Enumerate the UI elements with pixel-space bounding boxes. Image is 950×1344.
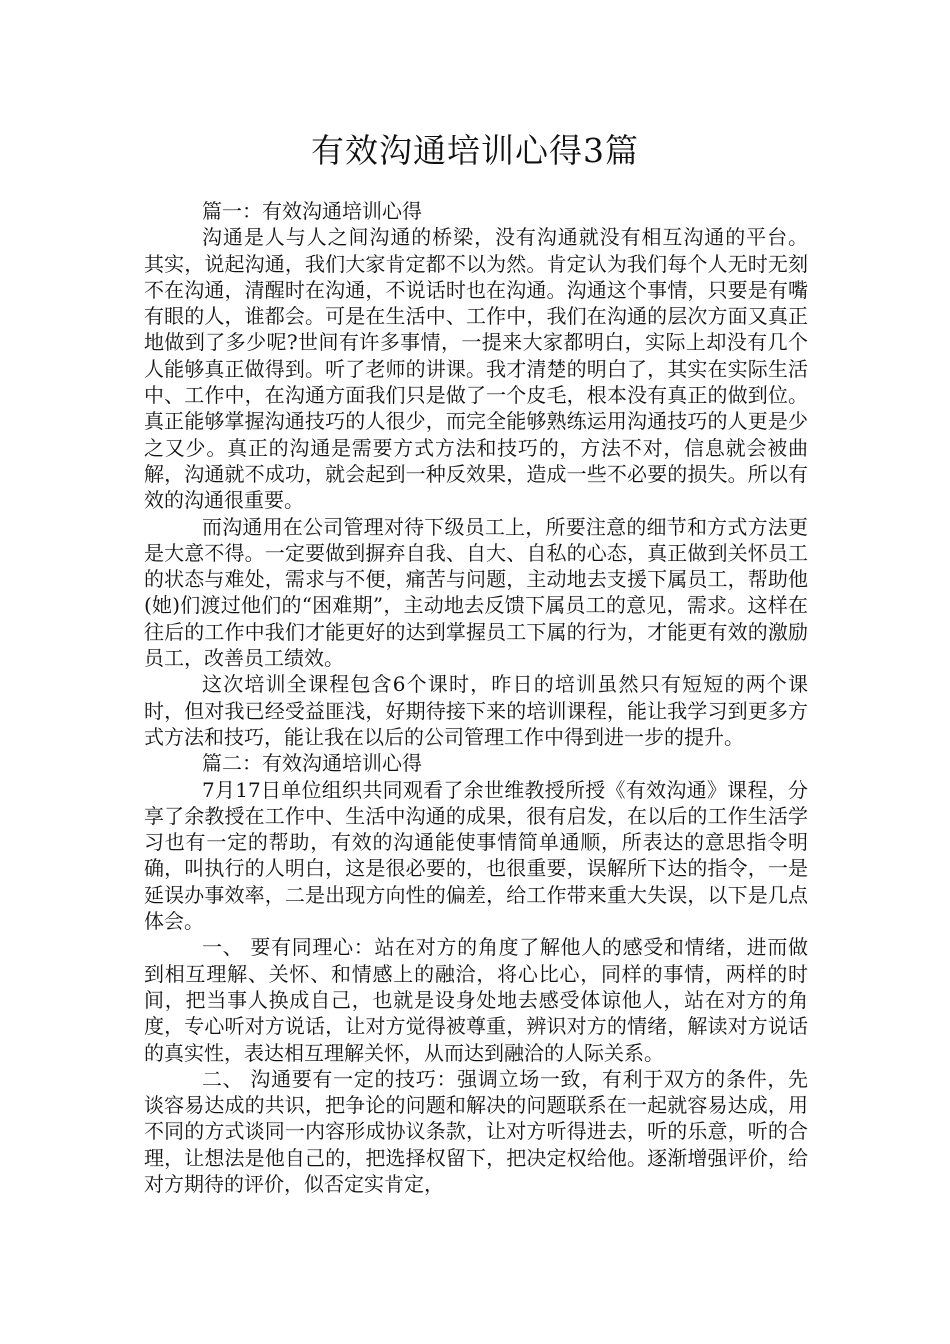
document-body <box>144 198 808 1197</box>
section-heading-1: 篇一：有效沟通培训心得 <box>202 199 422 223</box>
paragraph: 二、 沟通要有一定的技巧：强调立场一致，有利于双方的条件，先谈容易达成的共识，把争论的问题和解决的问题联系在一起就容易达成，用不同的方式谈同一内容形成协议条款，让对方听得进去，听的乐意，听的合理，让想法是他自己的，把选择权留下，把决定权给他。逐渐增强评价，给对方期待的评价，似否定实肯定， <box>144 1066 808 1196</box>
paragraph: 7月17日单位组织共同观看了余世维教授所授《有效沟通》课程，分享了余教授在工作中、生活中沟通的成果，很有启发，在以后的工作生活学习也有一定的帮助，有效的沟通能使事情简单通顺，所表达的意思指令明确，叫执行的人明白，这是很必要的，也很重要，误解所下达的指令，一是延误办事效率，二是出现方向性的偏差，给工作带来重大失误，以下是几点体会。 <box>144 777 808 934</box>
paragraph: 而沟通用在公司管理对待下级员工上，所要注意的细节和方式方法更是大意不得。一定要做到摒弃自我、自大、自私的心态，真正做到关怀员工的状态与难处，需求与不便，痛苦与问题，主动地去支援下属员工，帮助他(她)们渡过他们的“困难期”，主动地去反馈下属员工的意见，需求。这样在往后的工作中我们才能更好的达到掌握员工下属的行为，才能更有效的激励员工，改善员工绩效。 <box>144 514 808 671</box>
document-title: 有效沟通培训心得3篇 <box>311 131 639 170</box>
paragraph: 沟通是人与人之间沟通的桥梁，没有沟通就没有相互沟通的平台。 其实，说起沟通，我们大家肯定都不以为然。肯定认为我们每个人无时无刻不在沟通，清醒时在沟通，不说话时也在沟通。沟通这个事情，只要是有嘴有眼的人，谁都会。可是在生活中、工作中，我们在沟通的层次方面又真正地做到了多少呢?世间有许多事情，一提来大家都明白，实际上却没有几个人能够真正做得到。听了老师的讲课。我才清楚的明白了，其实在实际生活中、工作中，在沟通方面我们只是做了一个皮毛，根本没有真正的做到位。真正能够掌握沟通技巧的人很少，而完全能够熟练运用沟通技巧的人更是少之又少。真正的沟通是需要方式方法和技巧的，方法不对，信息就会被曲解，沟通就不成功，就会起到一种反效果，造成一些不必要的损失。所以有效的沟通很重要。 <box>144 225 808 513</box>
paragraph: 这次培训全课程包含6个课时，昨日的培训虽然只有短短的两个课时，但对我已经受益匪浅，好期待接下来的培训课程，能让我学习到更多方式方法和技巧，能让我在以后的公司管理工作中得到进一步的提升。 <box>144 672 808 749</box>
paragraph: 一、 要有同理心：站在对方的角度了解他人的感受和情绪，进而做到相互理解、关怀、和情感上的融洽，将心比心，同样的事情，两样的时间，把当事人换成自己，也就是设身处地去感受体谅他人，站在对方的角度，专心听对方说话，让对方觉得被尊重，辨识对方的情绪，解读对方说话的真实性，表达相互理解关怀，从而达到融洽的人际关系。 <box>144 935 808 1065</box>
section-heading-2: 篇二：有效沟通培训心得 <box>202 751 422 776</box>
